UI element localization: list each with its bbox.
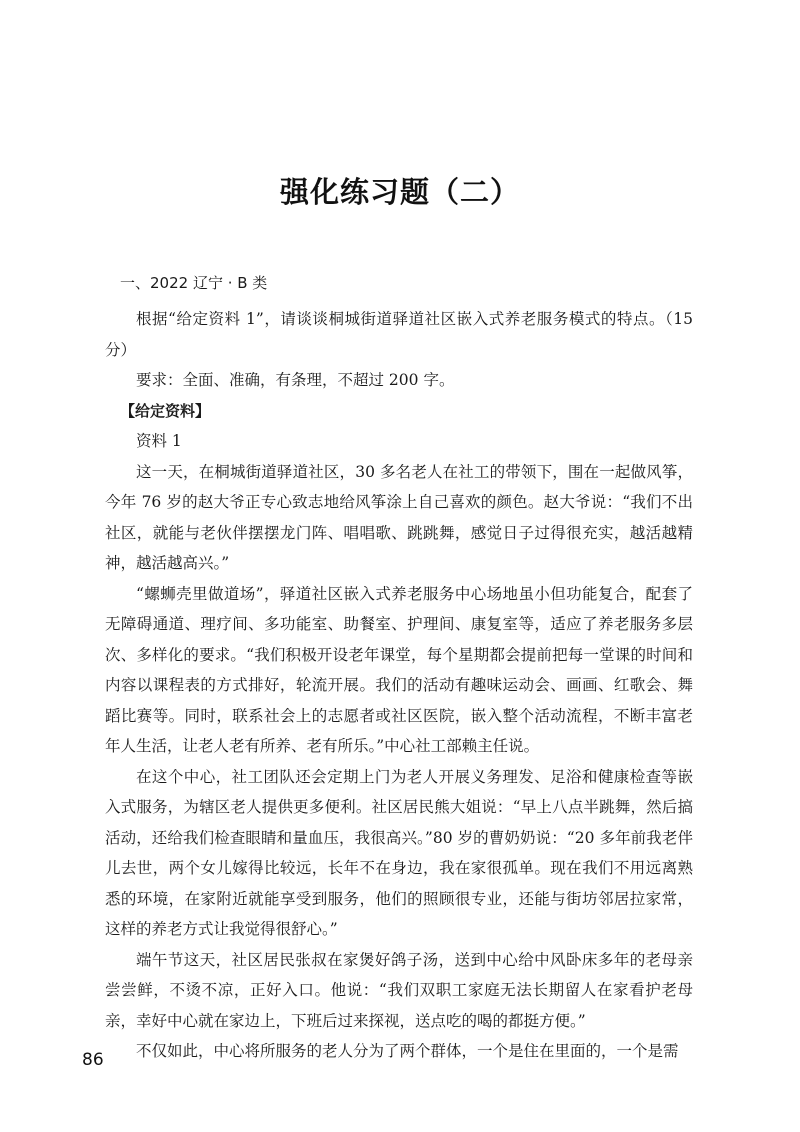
materials-heading: 【给定资料】 <box>120 401 211 420</box>
material-subheading: 资料 1 <box>136 432 182 450</box>
material-paragraph: “螺蛳壳里做道场”，驿道社区嵌入式养老服务中心场地虽小但功能复合，配套了无障碍通道、理疗间、多功能室、助餐室、护理间、康复室等，适应了养老服务多层次、多样化的要求。“我们积极开设老年课堂，每个星期都会提前把每一堂课的时间和内容以课程表的方式排好，轮流开展。我们的活动有趣味运动会、画画、红歌会、舞蹈比赛等。同时，联系社会上的志愿者或社区医院，嵌入整个活动流程，不断丰富老年人生活，让老人老有所养、老有所乐。”中心社工部赖主任说。 <box>105 584 693 755</box>
material-paragraph: 在这个中心，社工团队还会定期上门为老人开展义务理发、足浴和健康检查等嵌入式服务，为辖区老人提供更多便利。社区居民熊大姐说：“早上八点半跳舞，然后搞活动，还给我们检查眼睛和量血压，我很高兴。”80 岁的曹奶奶说：“20 多年前我老伴儿去世，两个女儿嫁得比较远，长年不在身边，我在家很孤单。现在我们不用远离熟悉的环境，在家附近就能享受到服务，他们的照顾很专业，还能与街坊邻居拉家常，这样的养老方式让我觉得很舒心。” <box>105 767 693 938</box>
page-body <box>105 268 693 1067</box>
requirement-text: 要求：全面、准确，有条理，不超过 200 字。 <box>136 371 455 389</box>
section-heading: 一、2022 辽宁 · B 类 <box>120 274 268 292</box>
material-paragraph: 不仅如此，中心将所服务的老人分为了两个群体，一个是住在里面的，一个是需 <box>136 1042 679 1060</box>
page-title: 强化练习题（二） <box>279 175 520 209</box>
question-text: 根据“给定资料 1”，请谈谈桐城街道驿道社区嵌入式养老服务模式的特点。（15 分） <box>105 310 693 359</box>
material-paragraph: 这一天，在桐城街道驿道社区，30 多名老人在社工的带领下，围在一起做风筝，今年 76 岁的赵大爷正专心致志地给风筝涂上自己喜欢的颜色。赵大爷说：“我们不出社区，就能与老伙伴摆摆龙门阵、唱唱歌、跳跳舞，感觉日子过得很充实，越活越精神，越活越高兴。” <box>105 462 693 572</box>
page-number: 86 <box>82 1050 104 1070</box>
material-paragraph: 端午节这天，社区居民张叔在家煲好鸽子汤，送到中心给中风卧床多年的老母亲尝尝鲜，不烫不凉，正好入口。他说：“我们双职工家庭无法长期留人在家看护老母亲，幸好中心就在家边上，下班后过来探视，送点吃的喝的都挺方便。” <box>105 950 693 1030</box>
